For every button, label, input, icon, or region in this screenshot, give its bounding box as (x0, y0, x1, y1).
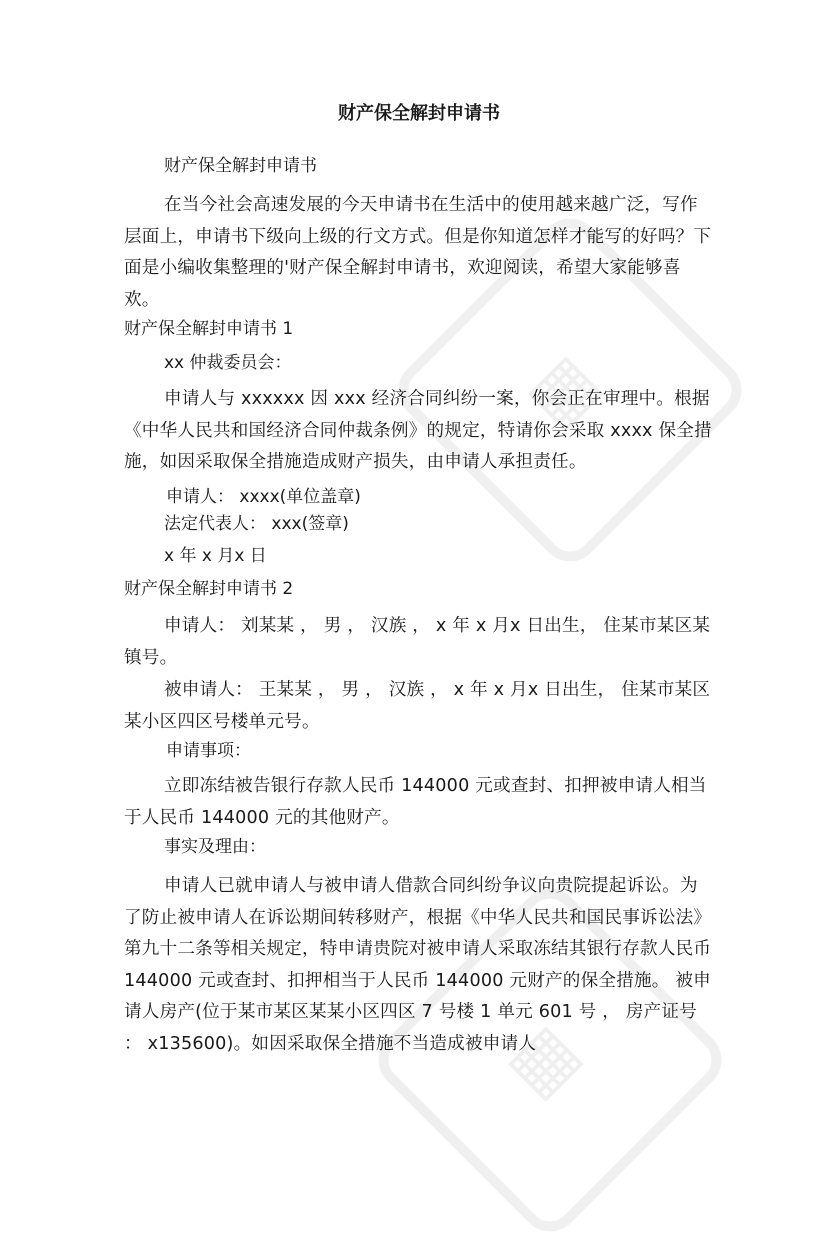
watermark-logo: ▦ (366, 876, 734, 1244)
document-title: 财产保全解封申请书 (338, 103, 500, 124)
section1-heading: 财产保全解封申请书 1 (124, 319, 294, 339)
section1-date: x 年 x 月x 日 (164, 546, 267, 566)
section2-facts: 申请人已就申请人与被申请人借款合同纠纷争议向贵院提起诉讼。为了防止被申请人在诉讼期间转移财产，根据《中华人民共和国民事诉讼法》 第九十二条等相关规定，特申请贵院对被申请人采取冻结其银行存款人民币 144000 元或查封、扣押相当于人民币 144000 元财产的保全措施。 被申请人房产(位于某市某区某某小区四区 7 号楼 1 单元 601 号 ， 房产证号 ： x135600)。如因采取保全措施不当造成被申请人 (124, 876, 712, 1054)
section1-representative: 法定代表人： xxx(签章) (164, 514, 349, 534)
section2-heading: 财产保全解封申请书 2 (124, 579, 294, 599)
watermark-logo: ▦ (386, 206, 754, 574)
section2-matters-label: 申请事项： (166, 741, 251, 761)
section1-applicant: 申请人： xxxx(单位盖章) (166, 487, 361, 507)
document-subtitle: 财产保全解封申请书 (164, 156, 317, 176)
section1-addressee: xx 仲裁委员会： (164, 353, 292, 373)
section2-matters: 立即冻结被告银行存款人民币 144000 元或查封、扣押被申请人相当于人民币 144000 元的其他财产。 (124, 776, 707, 828)
section1-body: 申请人与 xxxxxx 因 xxx 经济合同纠纷一案，你会正在审理中。根据《中华人民共和国经济合同仲裁条例》的规定，特请你会采取 xxxx 保全措施，如因采取保全措施造成财产损失，由申请人承担责任。 (124, 389, 712, 472)
section2-respondent: 被申请人： 王某某 ， 男 ， 汉族 ， x 年 x 月x 日出生， 住某市某区某小区四区号楼单元号。 (124, 680, 711, 732)
intro-paragraph: 在当今社会高速发展的今天申请书在生活中的使用越来越广泛，写作层面上，申请书下级向上级的行文方式。但是你知道怎样才能写的好吗？下面是小编收集整理的'财产保全解封申请书，欢迎阅读，希望大家能够喜欢。 (124, 195, 712, 310)
section2-applicant: 申请人： 刘某某 ， 男 ， 汉族 ， x 年 x 月x 日出生， 住某市某区某镇号。 (124, 616, 711, 668)
section2-facts-label: 事实及理由： (164, 837, 266, 857)
